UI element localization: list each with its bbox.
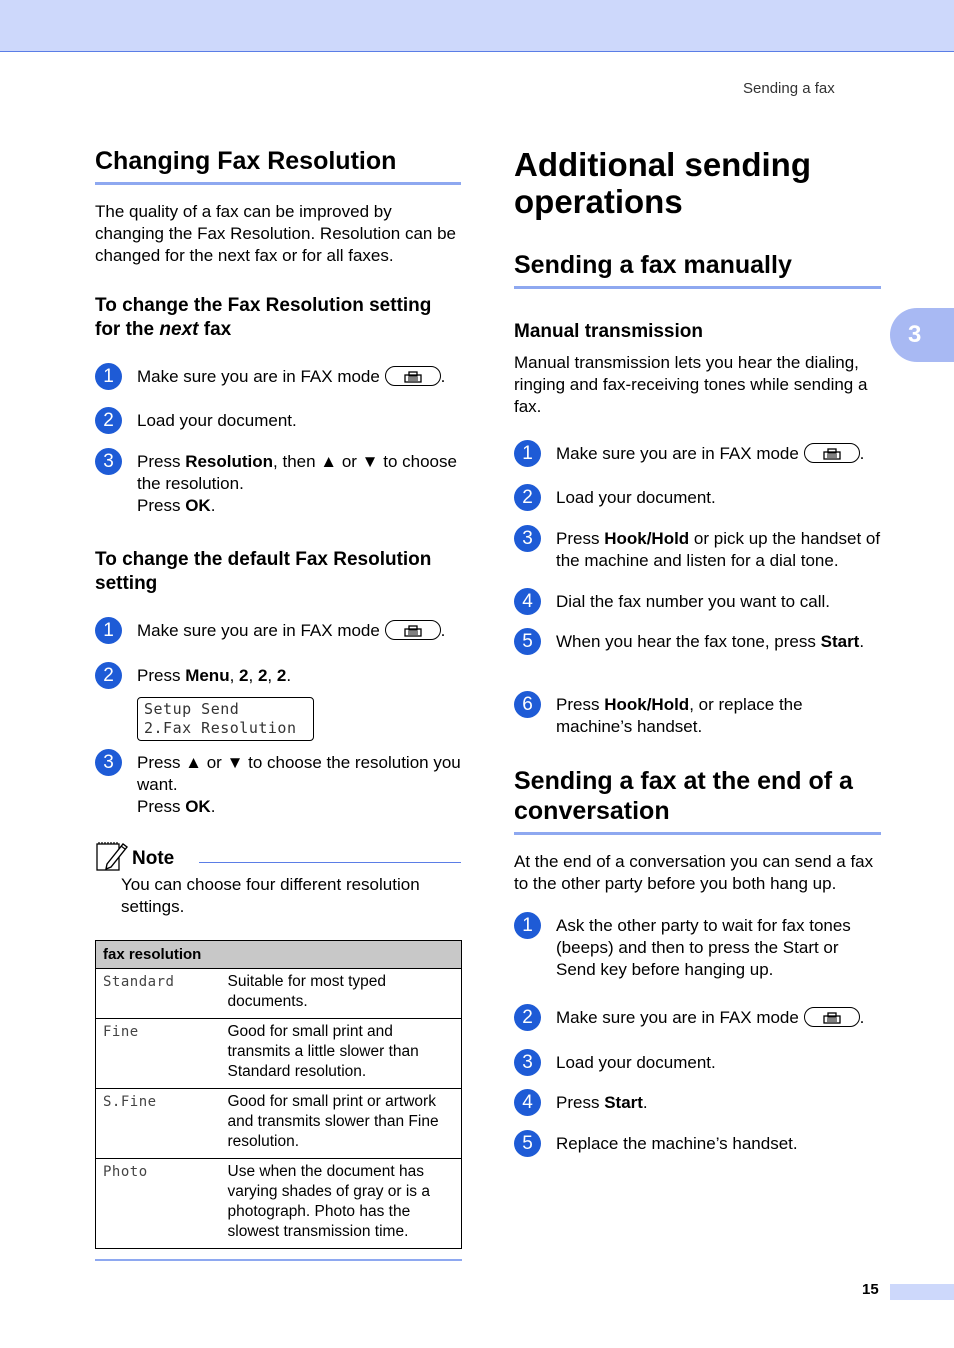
step-item: 5 Replace the machine’s handset. (514, 1133, 881, 1155)
step-number-badge: 3 (95, 448, 122, 475)
step-number-badge: 2 (95, 662, 122, 689)
resolution-desc: Good for small print and transmits a little slower than Standard resolution. (221, 1019, 462, 1089)
step-item: 3 Press ▲ or ▼ to choose the resolution you want. Press OK. (95, 752, 461, 818)
step-number-badge: 5 (514, 628, 541, 655)
intro-paragraph: The quality of a fax can be improved by changing the Fax Resolution. Resolution can be changed for the next fax or for all faxes. (95, 202, 457, 265)
running-title: Sending a fax (743, 80, 835, 97)
resolution-code: Fine (96, 1019, 221, 1089)
right-column (514, 146, 881, 1155)
step-item: 2 Load your document. (95, 410, 461, 451)
step-item: 1 Ask the other party to wait for fax tones (beeps) and then to press the Start or Send key before hanging up. (514, 915, 881, 1007)
step-number-badge: 1 (95, 617, 122, 644)
step-item: 2 Press Menu, 2, 2, 2. Setup Send 2.Fax Resolution (95, 665, 461, 752)
fax-mode-key-icon (804, 443, 860, 463)
note-label: Note (132, 848, 175, 869)
page-number-bar (890, 1284, 954, 1300)
step-item: 6 Press Hook/Hold, or replace the machine’s handset. (514, 694, 881, 738)
step-number-badge: 5 (514, 1130, 541, 1157)
intro-paragraph: At the end of a conversation you can send a fax to the other party before you both hang up. (514, 852, 874, 893)
fax-mode-key-icon (385, 366, 441, 386)
fax-mode-key-icon (385, 620, 441, 640)
step-number-badge: 3 (95, 749, 122, 776)
step-number-badge: 2 (514, 1004, 541, 1031)
subheading-next-fax: To change the Fax Resolution setting for the next fax (95, 295, 432, 340)
section-end-rule (95, 1259, 462, 1261)
chapter-tab: 3 (890, 308, 954, 362)
resolution-code: Photo (96, 1159, 221, 1249)
step-number-badge: 4 (514, 588, 541, 615)
subheading-manual-transmission: Manual transmission (514, 321, 703, 342)
lcd-display (137, 697, 314, 741)
table-header: fax resolution (96, 941, 462, 969)
step-item: 1 Make sure you are in FAX mode . (95, 366, 461, 410)
note-pencil-icon (95, 840, 129, 877)
step-item: 1 Make sure you are in FAX mode . (95, 620, 461, 665)
step-item: 4 Dial the fax number you want to call. (514, 591, 881, 631)
step-item: 3 Press Resolution, then ▲ or ▼ to choose the resolution. Press OK. (95, 451, 461, 517)
section-title: Changing Fax Resolution (95, 146, 461, 185)
fax-mode-key-icon (804, 1007, 860, 1027)
step-item: 3 Press Hook/Hold or pick up the handset of the machine and listen for a dial tone. (514, 528, 881, 591)
resolution-code: S.Fine (96, 1089, 221, 1159)
table-row (96, 1159, 462, 1249)
steps-manual (514, 443, 881, 738)
step-item: 5 When you hear the fax tone, press Start. (514, 631, 881, 694)
step-number-badge: 3 (514, 1049, 541, 1076)
resolution-table (95, 940, 462, 1249)
step-item: 1 Make sure you are in FAX mode . (514, 443, 881, 487)
lcd-line-1: Setup Send (144, 700, 240, 718)
page-number: 15 (862, 1281, 879, 1298)
resolution-code: Standard (96, 969, 221, 1019)
section-title-end-of-conversation: Sending a fax at the end of a conversation (514, 766, 881, 835)
resolution-desc: Good for small print or artwork and transmits slower than Fine resolution. (221, 1089, 462, 1159)
step-number-badge: 1 (514, 912, 541, 939)
step-item: 2 Load your document. (514, 487, 881, 528)
table-row (96, 969, 462, 1019)
step-item: 4 Press Start. (514, 1092, 881, 1133)
section-title-manual: Sending a fax manually (514, 250, 881, 289)
table-row (96, 1019, 462, 1089)
step-number-badge: 4 (514, 1089, 541, 1116)
step-item: 2 Make sure you are in FAX mode . (514, 1007, 881, 1052)
steps-next-fax (95, 366, 461, 517)
note-rule (199, 862, 461, 863)
step-item: 3 Load your document. (514, 1052, 881, 1092)
step-number-badge: 3 (514, 525, 541, 552)
header-band (0, 0, 954, 52)
note-header (95, 840, 461, 874)
note-text: You can choose four different resolution settings. (121, 875, 420, 916)
step-number-badge: 2 (95, 407, 122, 434)
step-number-badge: 6 (514, 691, 541, 718)
resolution-desc: Use when the document has varying shades of gray or is a photograph. Photo has the slowest transmission time. (221, 1159, 462, 1249)
steps-end-of-conversation (514, 915, 881, 1155)
step-number-badge: 1 (95, 363, 122, 390)
subheading-default-resolution: To change the default Fax Resolution setting (95, 549, 432, 594)
step-number-badge: 2 (514, 484, 541, 511)
intro-paragraph: Manual transmission lets you hear the dialing, ringing and fax-receiving tones while sending a fax. (514, 353, 868, 416)
lcd-line-2: 2.Fax Resolution (144, 719, 297, 737)
chapter-section-title: Additional sending operations (514, 146, 811, 220)
resolution-desc: Suitable for most typed documents. (221, 969, 462, 1019)
left-column (95, 146, 461, 1261)
steps-default-resolution (95, 620, 461, 818)
step-number-badge: 1 (514, 440, 541, 467)
table-row (96, 1089, 462, 1159)
